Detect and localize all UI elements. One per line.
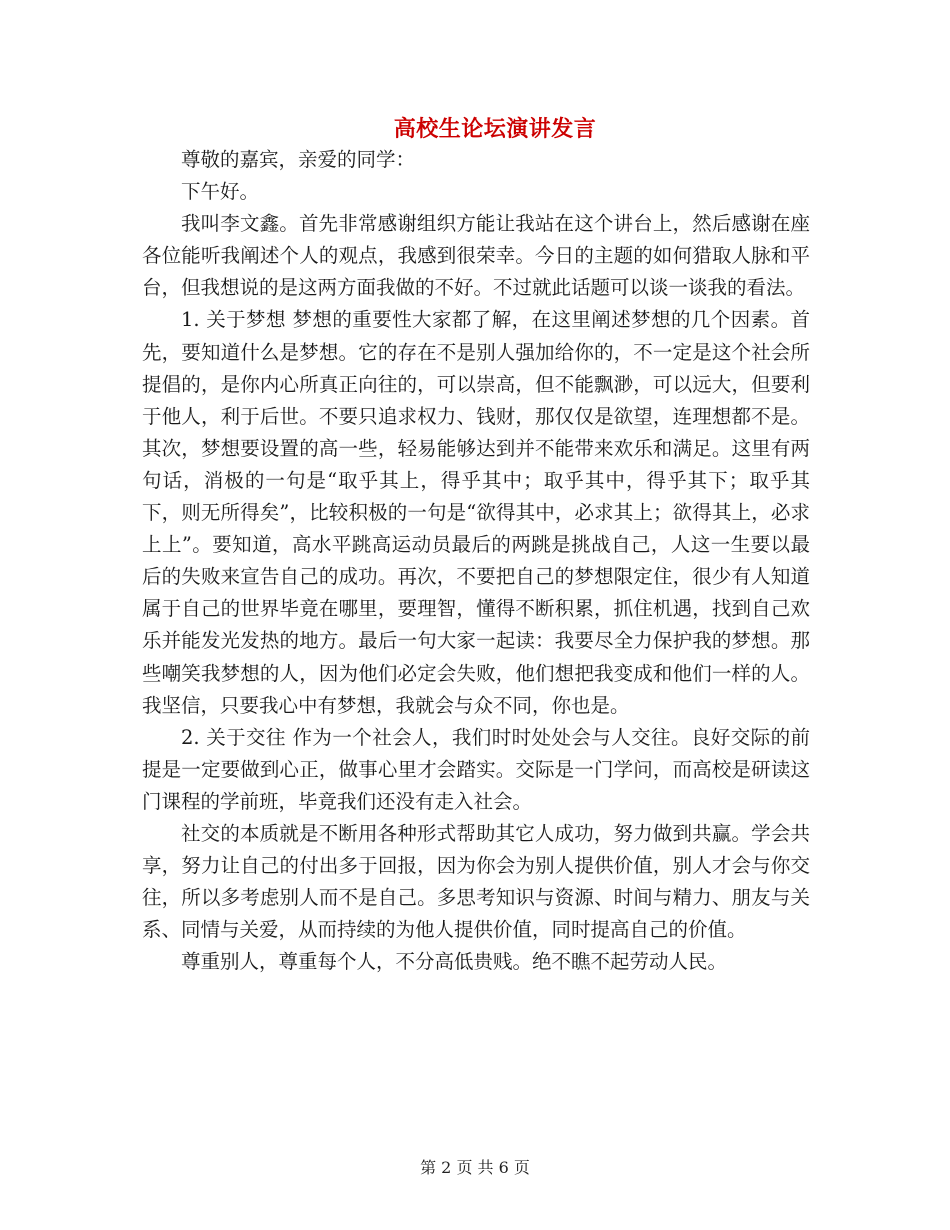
page-number-footer: 第 2 页 共 6 页 bbox=[420, 1158, 530, 1177]
social-essence-paragraph: 社交的本质就是不断用各种形式帮助其它人成功，努力做到共赢。学会共享，努力让自己的付出多于回报，因为你会为别人提供价值，别人才会与你交往，所以多考虑别人而不是自己。多思考知识与资源、时间与精力、朋友与关系、同情与关爱，从而持续的为他人提供价值，同时提高自己的价值。 bbox=[142, 821, 810, 942]
document-body bbox=[142, 144, 810, 978]
salutation: 尊敬的嘉宾，亲爱的同学： bbox=[181, 148, 416, 171]
respect-paragraph: 尊重别人，尊重每个人，不分高低贵贱。绝不瞧不起劳动人民。 bbox=[181, 950, 728, 974]
document-title: 高校生论坛演讲发言 bbox=[393, 116, 597, 142]
dream-paragraph: 1. 关于梦想 梦想的重要性大家都了解，在这里阐述梦想的几个因素。首先，要知道什么是梦想。它的存在不是别人强加给你的，不一定是这个社会所提倡的，是你内心所真正向往的，可以崇高，但不能飘渺，可以远大，但要利于他人，利于后世。不要只追求权力、钱财，那仅仅是欲望，连理想都不是。其次，梦想要设置的高一些，轻易能够达到并不能带来欢乐和满足。这里有两句话，消极的一句是“取乎其上，得乎其中；取乎其中，得乎其下；取乎其下，则无所得矣”，比较积极的一句是“欲得其中，必求其上；欲得其上，必求上上”。要知道，高水平跳高运动员最后的两跳是挑战自己，人这一生要以最后的失败来宣告自己的成功。再次，不要把自己的梦想限定住，很少有人知道属于自己的世界毕竟在哪里，要理智，懂得不断积累，抓住机遇，找到自己欢乐并能发光发热的地方。最后一句大家一起读：我要尽全力保护我的梦想。那些嘲笑我梦想的人，因为他们必定会失败，他们想把我变成和他们一样的人。我坚信，只要我心中有梦想，我就会与众不同，你也是。 bbox=[142, 308, 810, 717]
intro-paragraph: 我叫李文鑫。首先非常感谢组织方能让我站在这个讲台上，然后感谢在座各位能听我阐述个人的观点，我感到很荣幸。今日的主题的如何猎取人脉和平台，但我想说的是这两方面我做的不好。不过就此话题可以谈一谈我的看法。 bbox=[142, 212, 810, 300]
social-paragraph: 2. 关于交往 作为一个社会人，我们时时处处会与人交往。良好交际的前提是一定要做到心正，做事心里才会踏实。交际是一门学问，而高校是研读这门课程的学前班，毕竟我们还没有走入社会。 bbox=[142, 725, 810, 813]
greeting: 下午好。 bbox=[181, 180, 260, 204]
